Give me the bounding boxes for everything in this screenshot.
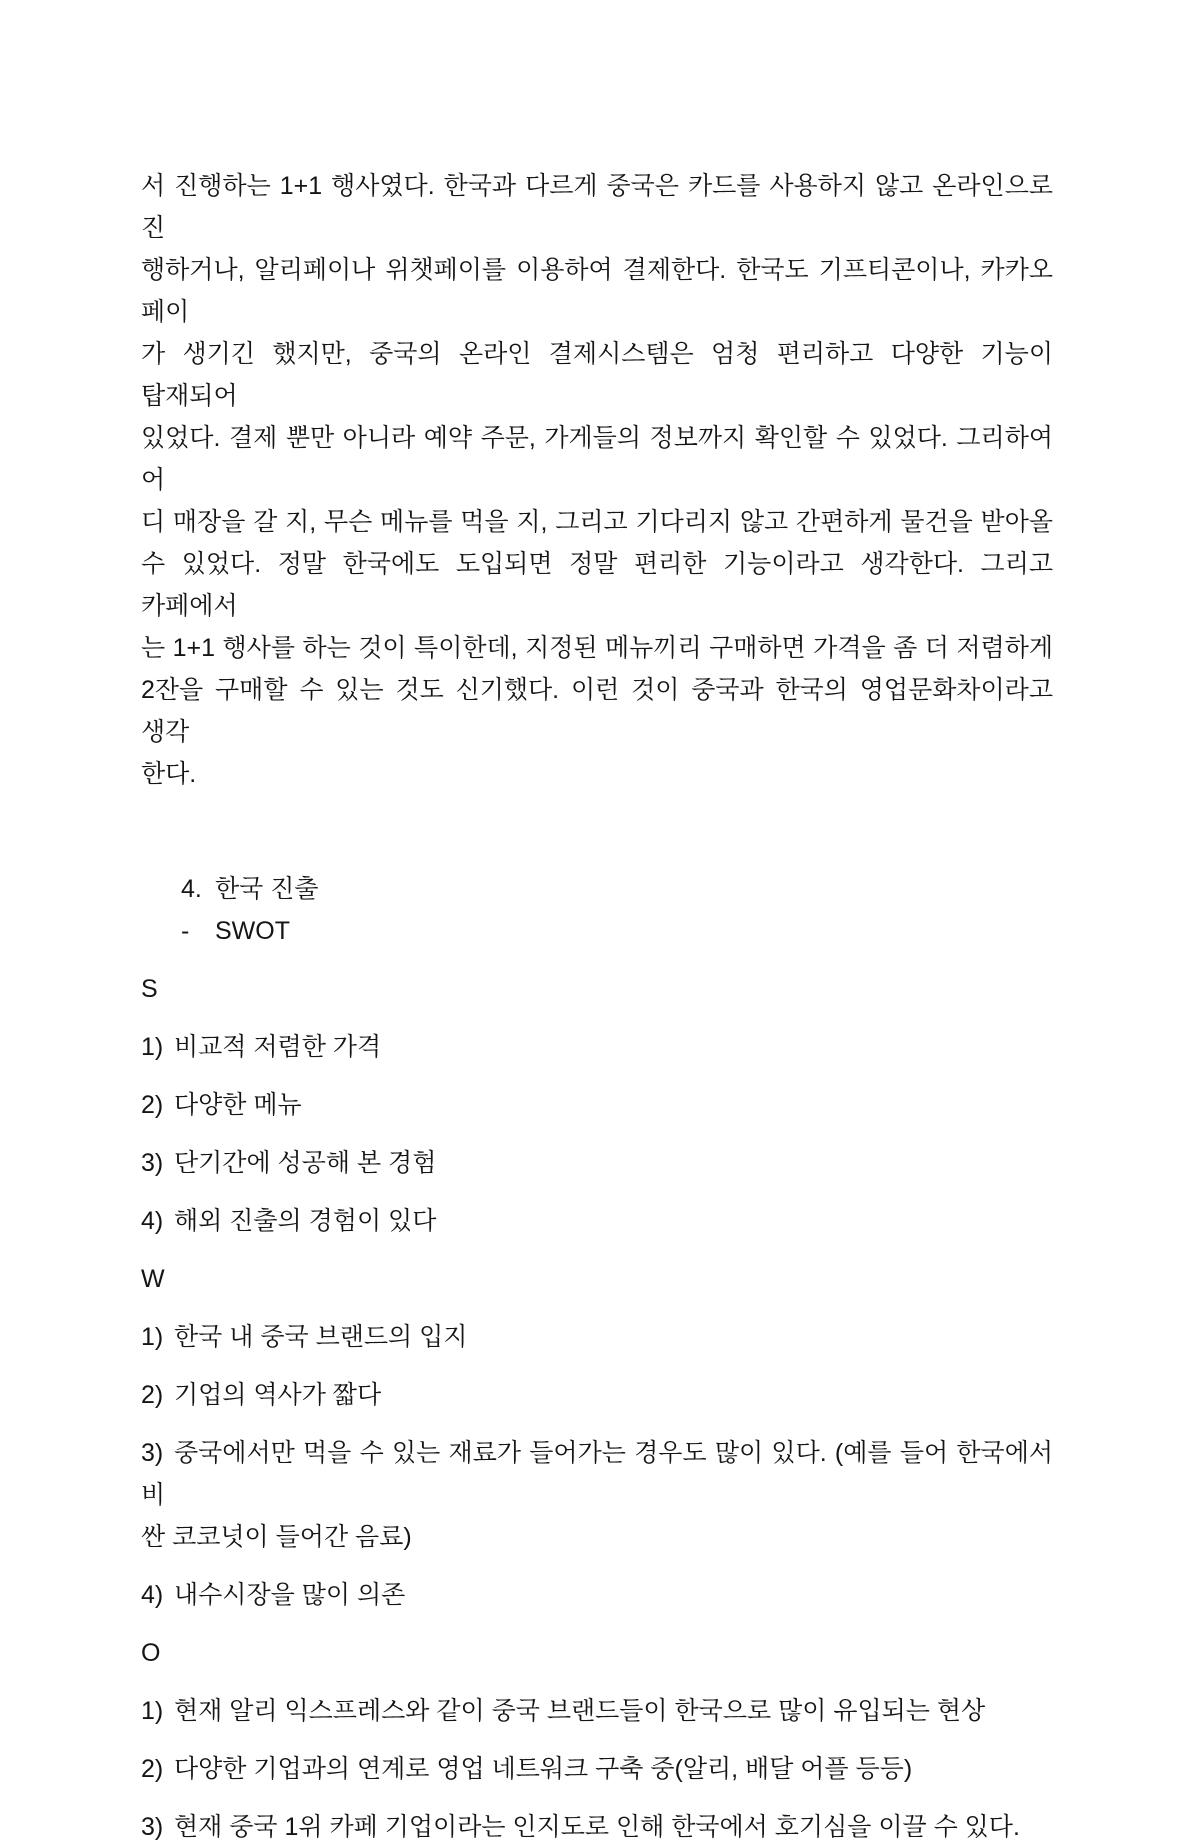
item-number: 2): [141, 1755, 164, 1783]
paragraph-line: 있었다. 결제 뿐만 아니라 예약 주문, 가게들의 정보까지 확인할 수 있었다. 그리하여 어: [141, 424, 1053, 494]
item-number: 3): [141, 1813, 164, 1841]
swot-subheading: [181, 910, 1053, 952]
item-text: 중국에서만 먹을 수 있는 재료가 들어가는 경우도 많이 있다. (예를 들어 한국에서 비: [141, 1439, 1053, 1509]
item-number: 3): [141, 1439, 164, 1467]
swot-opportunities-label: O: [141, 1639, 161, 1667]
paragraph-line: 수 있었다. 정말 한국에도 도입되면 정말 편리한 기능이라고 생각한다. 그리고 카페에서: [141, 550, 1053, 620]
item-text: 다양한 메뉴: [174, 1091, 302, 1119]
item-number: 4): [141, 1207, 164, 1235]
swot-strengths-item-3: [141, 1142, 1053, 1184]
item-text: 다양한 기업과의 연계로 영업 네트워크 구축 중(알리, 배달 어플 등등): [174, 1755, 913, 1783]
dash-marker: -: [181, 917, 190, 945]
item-number: 4): [141, 1581, 164, 1609]
item-text: 한국 내 중국 브랜드의 입지: [174, 1323, 468, 1351]
swot-weaknesses-item-1: [141, 1316, 1053, 1358]
paragraph-line: 행하거나, 알리페이나 위챗페이를 이용하여 결제한다. 한국도 기프티콘이나, 카카오 페이: [141, 256, 1053, 326]
swot-strengths-item-1: [141, 1026, 1053, 1068]
item-text: 내수시장을 많이 의존: [174, 1581, 406, 1609]
swot-opportunities-item-2: [141, 1748, 1053, 1790]
item-line: [141, 1432, 1053, 1516]
item-text: 기업의 역사가 짧다: [174, 1381, 382, 1409]
item-text: 해외 진출의 경험이 있다: [174, 1207, 437, 1235]
item-number: 2): [141, 1091, 164, 1119]
swot-strengths-label: S: [141, 975, 158, 1003]
section-heading: [181, 868, 1053, 910]
item-number: 1): [141, 1033, 164, 1061]
swot-opportunities-item-1: [141, 1690, 1053, 1732]
swot-weaknesses-label: W: [141, 1265, 165, 1293]
item-number: 1): [141, 1323, 164, 1351]
item-number: 1): [141, 1697, 164, 1725]
paragraph-line: 서 진행하는 1+1 행사였다. 한국과 다르게 중국은 카드를 사용하지 않고 온라인으로 진: [141, 172, 1053, 242]
item-text: 현재 알리 익스프레스와 같이 중국 브랜드들이 한국으로 많이 유입되는 현상: [174, 1697, 986, 1725]
swot-weaknesses-item-3: [141, 1432, 1053, 1558]
paragraph-line: 디 매장을 갈 지, 무슨 메뉴를 먹을 지, 그리고 기다리지 않고 간편하게 물건을 받아올: [141, 508, 1053, 536]
swot-strengths-item-4: [141, 1200, 1053, 1242]
section-title: 한국 진출: [215, 875, 319, 903]
swot-weaknesses-item-4: [141, 1574, 1053, 1616]
item-text: 비교적 저렴한 가격: [174, 1033, 382, 1061]
item-text: 현재 중국 1위 카페 기업이라는 인지도로 인해 한국에서 호기심을 이끌 수 있다.: [174, 1813, 1020, 1841]
swot-weaknesses-item-2: [141, 1374, 1053, 1416]
paragraph-line: 는 1+1 행사를 하는 것이 특이한데, 지정된 메뉴끼리 구매하면 가격을 좀 더 저렴하게: [141, 634, 1053, 662]
item-number: 2): [141, 1381, 164, 1409]
item-number: 3): [141, 1149, 164, 1177]
section-number: 4.: [181, 875, 202, 903]
paragraph-line: 2잔을 구매할 수 있는 것도 신기했다. 이런 것이 중국과 한국의 영업문화차이라고 생각: [141, 676, 1053, 746]
swot-opportunities-item-3: [141, 1806, 1053, 1848]
item-line: 싼 코코넛이 들어간 음료): [141, 1523, 412, 1551]
swot-strengths-item-2: [141, 1084, 1053, 1126]
subheading-title: SWOT: [215, 917, 290, 945]
item-text: 단기간에 성공해 본 경험: [174, 1149, 437, 1177]
body-paragraph: [141, 165, 1053, 795]
paragraph-line: 한다.: [141, 760, 197, 788]
paragraph-line: 가 생기긴 했지만, 중국의 온라인 결제시스템은 엄청 편리하고 다양한 기능이 탑재되어: [141, 340, 1053, 410]
